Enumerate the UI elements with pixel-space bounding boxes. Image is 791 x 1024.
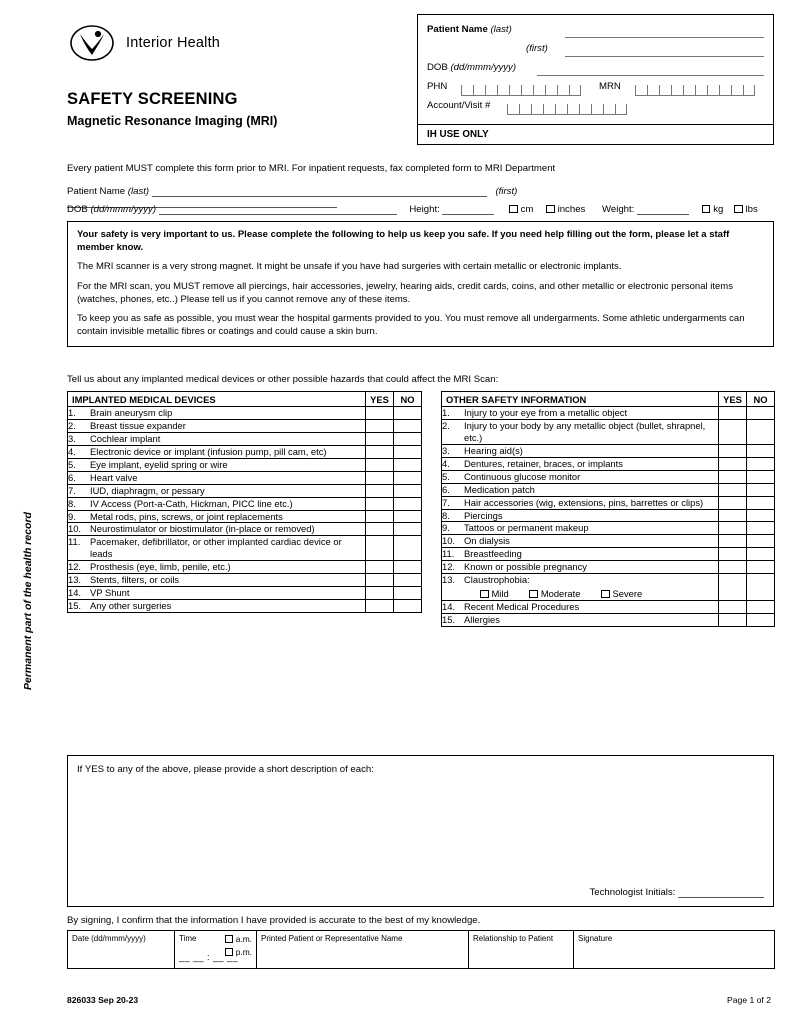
account-visit-field[interactable] (507, 104, 627, 115)
table-row (68, 600, 422, 613)
yes-cell[interactable] (366, 574, 394, 587)
no-cell[interactable] (747, 407, 775, 420)
row-number: 9. (68, 510, 76, 522)
no-cell[interactable] (394, 497, 422, 510)
yes-cell[interactable] (366, 497, 394, 510)
yes-cell[interactable] (366, 600, 394, 613)
yes-cell[interactable] (719, 535, 747, 548)
yes-cell[interactable] (366, 471, 394, 484)
no-cell[interactable] (394, 445, 422, 458)
entry-first-hint: (first) (495, 186, 518, 197)
must-complete-note: Every patient MUST complete this form prior to MRI. For inpatient requests, fax completed form to MRI Department (67, 163, 556, 174)
am-checkbox[interactable] (225, 935, 233, 943)
weight-value-field[interactable] (637, 204, 689, 215)
row-text: Breast tissue expander (90, 419, 186, 431)
table-row (68, 497, 422, 510)
no-cell[interactable] (394, 536, 422, 561)
table-row (442, 457, 775, 470)
row-text: Pacemaker, defibrillator, or other implanted cardiac device or leads (90, 536, 342, 560)
row-text: Dentures, retainer, braces, or implants (464, 457, 623, 469)
mrn-label: MRN (599, 81, 621, 92)
table-row (68, 510, 422, 523)
table-header-row (68, 392, 422, 407)
yes-cell[interactable] (719, 614, 747, 627)
row-number: 9. (442, 522, 450, 534)
table-row (68, 523, 422, 536)
entry-patient-name-label: Patient Name (67, 186, 126, 197)
row-text: Recent Medical Procedures (464, 601, 580, 613)
printed-name-cell[interactable] (257, 931, 469, 969)
yes-cell[interactable] (366, 587, 394, 600)
claustrophobia-severity-options (464, 588, 718, 600)
table-row (442, 470, 775, 483)
no-cell[interactable] (394, 587, 422, 600)
yes-cell[interactable] (366, 523, 394, 536)
phn-label: PHN (427, 81, 448, 92)
row-number: 11. (442, 548, 455, 560)
no-cell[interactable] (747, 548, 775, 561)
table-row (68, 419, 422, 432)
no-cell[interactable] (747, 419, 775, 444)
no-cell[interactable] (394, 574, 422, 587)
phn-field[interactable] (461, 85, 581, 96)
height-cm-checkbox[interactable] (509, 205, 518, 214)
row-number: 13. (442, 574, 456, 586)
yes-cell[interactable] (366, 484, 394, 497)
row-number: 11. (68, 536, 81, 548)
table-row (442, 535, 775, 548)
signature-header: Signature (578, 934, 613, 943)
dob-label: DOB (427, 62, 448, 73)
no-cell[interactable] (747, 483, 775, 496)
id-row-account (427, 98, 764, 117)
signing-statement: By signing, I confirm that the information I have provided is accurate to the best of my knowledge. (67, 915, 481, 926)
no-header: NO (747, 392, 775, 407)
description-box[interactable] (67, 755, 774, 907)
yes-cell[interactable] (719, 419, 747, 444)
implanted-devices-header: IMPLANTED MEDICAL DEVICES (68, 392, 366, 407)
yes-cell[interactable] (719, 522, 747, 535)
yes-cell[interactable] (719, 444, 747, 457)
table-row (442, 561, 775, 574)
entry-dob-label: DOB (67, 204, 88, 215)
row-number: 6. (68, 471, 76, 483)
no-cell[interactable] (394, 458, 422, 471)
ih-use-only-label: IH USE ONLY (418, 124, 773, 144)
row-number: 2. (68, 419, 76, 431)
table-row (68, 407, 422, 420)
height-label: Height: (409, 204, 440, 215)
table-row (442, 614, 775, 627)
row-number: 3. (442, 444, 450, 456)
row-text: Cochlear implant (90, 432, 161, 444)
form-number: 826033 Sep 20-23 (67, 995, 139, 1005)
id-row-dob (427, 60, 764, 79)
row-number: 1. (442, 407, 450, 418)
entry-dob-field[interactable] (159, 204, 397, 215)
yes-cell[interactable] (719, 457, 747, 470)
no-cell[interactable] (394, 561, 422, 574)
height-inches-checkbox[interactable] (546, 205, 555, 214)
pm-label: p.m. (235, 946, 252, 957)
no-cell[interactable] (394, 432, 422, 445)
notice-paragraph-2: The MRI scanner is a very strong magnet. It might be unsafe if you have had surgeries with certain metallic or electronic implants. (77, 261, 622, 273)
row-number: 13. (68, 574, 82, 586)
time-value-field[interactable]: __ __ : __ __ (179, 952, 239, 962)
row-number: 15. (442, 614, 456, 625)
table-row (442, 548, 775, 561)
patient-last-name-field[interactable] (565, 37, 764, 38)
row-text: On dialysis (464, 535, 510, 547)
am-label: a.m. (235, 934, 252, 944)
claustrophobia-mild-checkbox[interactable] (480, 590, 489, 599)
no-cell[interactable] (747, 574, 775, 601)
no-cell[interactable] (747, 522, 775, 535)
implanted-devices-table (67, 391, 422, 613)
row-number: 10. (68, 523, 82, 535)
table-row (442, 407, 775, 420)
technologist-initials-field[interactable] (678, 887, 764, 898)
row-text: IUD, diaphragm, or pessary (90, 484, 205, 496)
row-number: 7. (442, 496, 450, 508)
yes-cell[interactable] (719, 483, 747, 496)
table-row (442, 601, 775, 614)
yes-cell[interactable] (366, 419, 394, 432)
table-header-row (442, 392, 775, 407)
row-text: Allergies (464, 614, 500, 625)
pm-checkbox[interactable] (225, 948, 233, 956)
notice-paragraph-4: To keep you as safe as possible, you must wear the hospital garments provided to you. You must remove all undergarments. Some athletic undergarments can contain invisible metallic fibres or coatings and could cause a skin burn. (77, 313, 745, 337)
page-number: Page 1 of 2 (727, 995, 771, 1005)
row-number: 4. (442, 457, 450, 469)
dob-format-hint: (dd/mmm/yyyy) (450, 62, 517, 73)
yes-cell[interactable] (719, 509, 747, 522)
first-name-hint: (first) (526, 43, 548, 54)
row-text: Tattoos or permanent makeup (464, 522, 589, 534)
entry-dob-format: (dd/mmm/yyyy) (90, 204, 157, 215)
notice-paragraph-3: For the MRI scan, you MUST remove all piercings, hair accessories, jewelry, hearing aids, credit cards, coins, and other metallic or electronic personal items (watches, phones, etc..) Please tell us if you cannot remove any of these items. (77, 280, 733, 305)
table-row (442, 509, 775, 522)
dob-field[interactable] (537, 75, 764, 76)
yes-cell[interactable] (366, 561, 394, 574)
table-row (68, 574, 422, 587)
interior-health-bird-logo-icon (67, 22, 117, 64)
height-cm-label: cm (520, 204, 534, 215)
row-number: 7. (68, 484, 76, 496)
yes-cell[interactable] (719, 561, 747, 574)
id-row-phn-mrn (427, 79, 764, 98)
tell-us-prompt: Tell us about any implanted medical devices or other possible hazards that could affect the MRI Scan: (67, 374, 499, 385)
id-row-name-first (427, 41, 764, 60)
height-value-field[interactable] (442, 204, 494, 215)
no-cell[interactable] (747, 601, 775, 614)
brand-logo (67, 22, 220, 64)
weight-lbs-checkbox[interactable] (734, 205, 743, 214)
no-cell[interactable] (394, 471, 422, 484)
permanent-record-note: Permanent part of the health record (22, 512, 34, 690)
entry-last-hint: (last) (127, 186, 150, 197)
no-cell[interactable] (394, 510, 422, 523)
dob-height-weight-row (67, 204, 774, 215)
row-text: Claustrophobia: (464, 574, 530, 586)
row-text: Hair accessories (wig, extensions, pins, barrettes or clips) (464, 496, 704, 508)
yes-cell[interactable] (366, 407, 394, 420)
yes-header: YES (719, 392, 747, 407)
id-row-name-last (427, 22, 764, 41)
table-row (68, 445, 422, 458)
row-number: 1. (68, 407, 76, 418)
row-text: Piercings (464, 509, 503, 521)
other-safety-information-table (441, 391, 775, 627)
row-number: 6. (442, 483, 450, 495)
patient-name-label: Patient Name (427, 24, 488, 35)
table-row-claustrophobia (442, 574, 775, 601)
row-number: 3. (68, 432, 76, 444)
date-cell[interactable] (68, 931, 175, 969)
entry-last-name-field[interactable] (152, 186, 487, 197)
row-text: Any other surgeries (90, 600, 172, 612)
table-row (68, 458, 422, 471)
signature-cell[interactable] (574, 931, 775, 969)
yes-cell[interactable] (719, 407, 747, 420)
relationship-header: Relationship to Patient (473, 934, 554, 943)
no-cell[interactable] (747, 535, 775, 548)
no-header: NO (394, 392, 422, 407)
row-number: 4. (68, 445, 76, 457)
claustrophobia-moderate-checkbox[interactable] (529, 590, 538, 599)
yes-cell[interactable] (366, 445, 394, 458)
row-text: Eye implant, eyelid spring or wire (90, 458, 228, 470)
table-row (68, 536, 422, 561)
last-name-hint: (last) (490, 24, 512, 35)
row-text: Metal rods, pins, screws, or joint replacements (90, 510, 283, 522)
account-label: Account/Visit # (427, 100, 491, 111)
safety-notice-box (67, 221, 774, 347)
no-cell[interactable] (394, 523, 422, 536)
yes-cell[interactable] (366, 432, 394, 445)
no-cell[interactable] (394, 484, 422, 497)
date-header: Date (dd/mmm/yyyy) (72, 934, 146, 943)
row-text: Continuous glucose monitor (464, 470, 581, 482)
time-cell[interactable] (175, 931, 257, 969)
printed-name-header: Printed Patient or Representative Name (261, 934, 403, 943)
yes-cell[interactable] (719, 574, 747, 601)
table-row (68, 432, 422, 445)
yes-cell[interactable] (719, 496, 747, 509)
weight-lbs-label: lbs (745, 204, 758, 215)
row-text: Injury to your body by any metallic object (bullet, shrapnel, etc.) (464, 419, 706, 443)
row-number: 5. (68, 458, 76, 470)
row-text: VP Shunt (90, 587, 130, 599)
row-text: Heart valve (90, 471, 138, 483)
no-cell[interactable] (747, 561, 775, 574)
no-cell[interactable] (394, 600, 422, 613)
table-row (68, 471, 422, 484)
table-row (442, 444, 775, 457)
table-row (442, 483, 775, 496)
technologist-initials-row (589, 887, 764, 898)
row-text: Breastfeeding (464, 548, 522, 560)
table-row (442, 496, 775, 509)
page-subtitle: Magnetic Resonance Imaging (MRI) (67, 114, 278, 128)
row-number: 10. (442, 535, 456, 547)
claustrophobia-severe-checkbox[interactable] (601, 590, 610, 599)
no-cell[interactable] (747, 470, 775, 483)
no-cell[interactable] (394, 419, 422, 432)
row-text: Brain aneurysm clip (90, 407, 173, 418)
row-text: Medication patch (464, 483, 535, 495)
no-cell[interactable] (747, 509, 775, 522)
row-number: 8. (68, 497, 76, 509)
row-text: Known or possible pregnancy (464, 561, 587, 573)
row-number: 14. (68, 587, 82, 599)
other-safety-header: OTHER SAFETY INFORMATION (442, 392, 719, 407)
no-cell[interactable] (747, 457, 775, 470)
yes-cell[interactable] (719, 470, 747, 483)
table-row (442, 522, 775, 535)
no-cell[interactable] (747, 444, 775, 457)
no-cell[interactable] (747, 496, 775, 509)
yes-cell[interactable] (719, 601, 747, 614)
table-row (68, 484, 422, 497)
row-number: 8. (442, 509, 450, 521)
row-text: Injury to your eye from a metallic object (464, 407, 628, 418)
yes-cell[interactable] (366, 510, 394, 523)
height-inches-label: inches (557, 204, 586, 215)
no-cell[interactable] (747, 614, 775, 627)
weight-label: Weight: (602, 204, 635, 215)
row-number: 14. (442, 601, 456, 613)
notice-paragraph-1: Your safety is very important to us. Please complete the following to help us keep you safe. If you need help filling out the form, please let a staff member know. (77, 229, 730, 253)
row-number: 12. (442, 561, 456, 573)
description-prompt: If YES to any of the above, please provide a short description of each: (77, 764, 374, 775)
brand-name: Interior Health (126, 35, 221, 51)
no-cell[interactable] (394, 407, 422, 420)
row-text: Stents, filters, or coils (90, 574, 180, 586)
row-number: 12. (68, 561, 82, 573)
row-text: Prosthesis (eye, limb, penile, etc.) (90, 561, 231, 573)
row-text: Hearing aid(s) (464, 444, 523, 456)
time-header: Time (179, 934, 197, 943)
page-title: SAFETY SCREENING (67, 90, 238, 108)
signature-table (67, 930, 775, 969)
patient-first-name-field[interactable] (565, 56, 764, 57)
table-row (68, 561, 422, 574)
patient-identification-box (417, 14, 774, 145)
mrn-field[interactable] (635, 85, 755, 96)
row-number: 5. (442, 470, 450, 482)
table-row (68, 587, 422, 600)
yes-cell[interactable] (719, 548, 747, 561)
weight-kg-label: kg (713, 204, 724, 215)
claustrophobia-mild-label: Mild (491, 588, 509, 600)
row-text: IV Access (Port-a-Cath, Hickman, PICC line etc.) (90, 497, 293, 509)
row-number: 2. (442, 419, 450, 431)
row-text: Neurostimulator or biostimulator (in-place or removed) (90, 523, 315, 535)
yes-header: YES (366, 392, 394, 407)
claustrophobia-severe-label: Severe (612, 588, 643, 600)
weight-kg-checkbox[interactable] (702, 205, 711, 214)
table-row (442, 419, 775, 444)
relationship-cell[interactable] (469, 931, 574, 969)
technologist-initials-label: Technologist Initials: (589, 887, 676, 898)
claustrophobia-moderate-label: Moderate (540, 588, 581, 600)
yes-cell[interactable] (366, 536, 394, 561)
yes-cell[interactable] (366, 458, 394, 471)
row-text: Electronic device or implant (infusion pump, pill cam, etc) (90, 445, 327, 457)
row-number: 15. (68, 600, 82, 612)
